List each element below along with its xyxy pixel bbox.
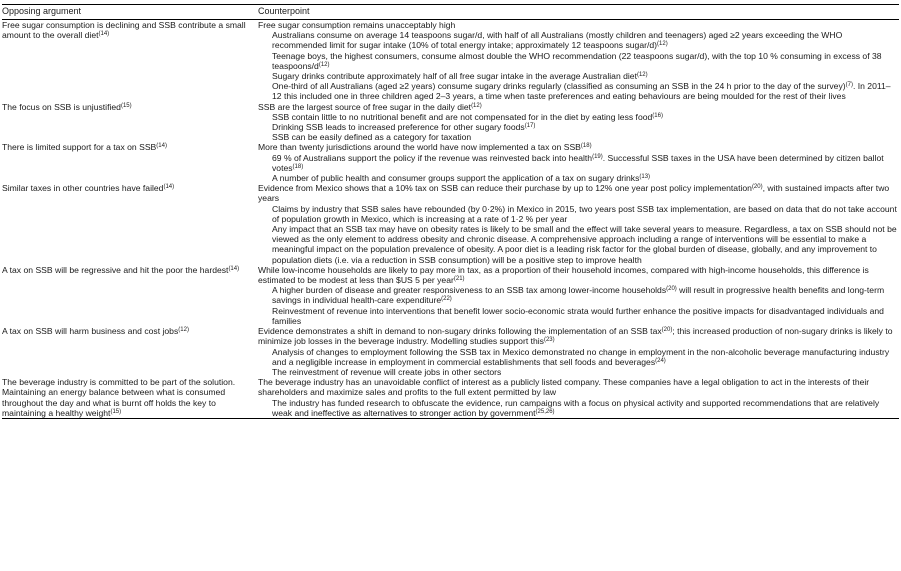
counterpoint-cell [252, 265, 899, 326]
counterpoint-text: While low-income households are likely to pay more in tax, as a proportion of their household incomes, compared with high-income households, this difference is estimated to be modest at less than $US 5 per year [258, 264, 869, 286]
counterpoint-item [258, 377, 899, 397]
counterpoint-item [258, 347, 899, 367]
counterpoint-text: Evidence from Mexico shows that a 10% tax on SSB can reduce their purchase by up to 12% one year post policy implementation [258, 183, 752, 194]
argument-text: The beverage industry is committed to be part of the solution. Maintaining an energy balance between what is consumed throughout the day and what is burnt off holds the key to maintaining a healthy weight [2, 377, 236, 418]
table-row [2, 20, 899, 102]
counterpoint-ref: (24) [655, 357, 666, 364]
argument-ref: (14) [156, 143, 167, 150]
counterpoint-text: Sugary drinks contribute approximately half of all free sugar intake in the average Australian diet [272, 71, 637, 82]
argument-ref: (14) [98, 31, 110, 38]
table-row [2, 377, 899, 418]
table-body [2, 20, 899, 418]
counterpoint-text: The industry has funded research to obfuscate the evidence, run campaigns with a focus on physical activity and supported recommendations that are relatively weak and ineffective as alternatives to stronger action by government [272, 397, 880, 418]
counterpoint-ref: (13) [639, 174, 651, 181]
argument-ref: (12) [178, 327, 189, 334]
counterpoint-ref: (17) [524, 123, 536, 130]
table-row [2, 102, 899, 143]
counterpoint-cell [252, 183, 899, 265]
counterpoint-text: Teenage boys, the highest consumers, consume almost double the WHO recommendation (22 teaspoons sugar/d), with the top 10 % consuming in excess of 38 teaspoons/d [272, 50, 882, 71]
counterpoint-ref: (20) [751, 184, 763, 191]
argument-ref: (15) [120, 102, 132, 109]
counterpoint-ref: (12) [657, 41, 668, 48]
table-header-row [2, 5, 899, 19]
table-row [2, 265, 899, 326]
counterpoint-cell [252, 102, 899, 143]
opposing-argument-cell [2, 326, 252, 377]
counterpoint-ref: (19) [592, 153, 603, 160]
counterpoint-text: Drinking SSB leads to increased preference for other sugary foods [272, 122, 525, 133]
counterpoint-text: Free sugar consumption remains unacceptably high [258, 20, 456, 30]
argument-ref: (15) [110, 408, 122, 415]
opposing-argument-cell [2, 265, 252, 326]
counterpoint-item [258, 183, 899, 203]
counterpoint-item [258, 265, 899, 285]
argument-text: There is limited support for a tax on SSB [2, 142, 157, 153]
header-counterpoint: Counterpoint [258, 6, 310, 16]
counterpoint-text: 69 % of Australians support the policy if the revenue was reinvested back into health [272, 152, 593, 163]
counterpoint-cell [252, 326, 899, 377]
counterpoint-item [258, 306, 899, 326]
counterpoint-text: SSB are the largest source of free sugar in the daily diet [258, 101, 472, 112]
argument-text: The focus on SSB is unjustified [2, 101, 121, 112]
counterpoint-tail: . Successful SSB taxes in the USA have been determined by citizen ballot votes [272, 152, 884, 173]
counterpoint-ref: (16) [652, 112, 663, 119]
table-bottom-rule [2, 418, 899, 419]
argument-ref: (14) [163, 184, 175, 191]
counterpoint-item [258, 173, 899, 183]
opposing-argument-cell [2, 142, 252, 183]
counterpoint-text: SSB contain little to no nutritional benefit and are not compensated for in the diet by eating less food [272, 111, 653, 122]
counterpoint-tail: . In 2011–12 this included one in three children aged 2–3 years, a time when taste preferences and eating behaviours are being moulded for the rest of their lives [272, 81, 891, 102]
counterpoint-text: The beverage industry has an unavoidable conflict of interest as a publicly listed company. These companies have a legal obligation to act in the interests of their shareholders and maximize sales and profits to the full extent permitted by law [258, 377, 870, 398]
argument-text: A tax on SSB will be regressive and hit the poor the hardest [2, 264, 229, 275]
counterpoint-item [258, 20, 899, 30]
counterpoint-item [258, 51, 899, 71]
counterpoint-text: Analysis of changes to employment following the SSB tax in Mexico demonstrated no change in employment in the non-alcoholic beverage manufacturing industry and a negligible increase in employment in commercial establishments that sell foods and beverages [272, 346, 890, 367]
counterpoint-ref: (12) [318, 61, 330, 68]
counterpoint-text: SSB can be easily defined as a category for taxation [272, 132, 472, 143]
counterpoint-text: A number of public health and consumer groups support the application of a tax on sugary drinks [272, 173, 640, 184]
counterpoint-text: One-third of all Australians (aged ≥2 years) consume sugary drinks regularly (classified as consuming an SSB in the 24 h prior to the day of the survey) [272, 81, 846, 92]
counterpoint-item [258, 398, 899, 418]
counterpoint-text: The reinvestment of revenue will create jobs in other sectors [272, 366, 502, 377]
counterpoint-tail-ref: (22) [441, 296, 452, 303]
counterpoint-text: More than twenty jurisdictions around the world have now implemented a tax on SSB [258, 142, 581, 153]
table-row [2, 326, 899, 377]
counterpoint-item [258, 71, 899, 81]
counterpoint-item [258, 112, 899, 122]
counterpoint-cell [252, 20, 899, 102]
counterpoint-ref: (12) [636, 72, 648, 79]
table-row [2, 142, 899, 183]
counterpoint-text: A higher burden of disease and greater responsiveness to an SSB tax among lower-income households [272, 285, 667, 296]
counterpoint-tail: will result in progressive health benefits and long-term savings in individual health-care expenditure [272, 285, 885, 306]
counterpoint-text: Evidence demonstrates a shift in demand to non-sugary drinks following the implementation of an SSB tax [258, 326, 662, 337]
header-opposing-argument: Opposing argument [2, 6, 82, 16]
counterpoint-text: Australians consume on average 14 teaspoons sugar/d, with half of all Australians (mostly children and teenagers) aged ≥2 years exceeding the WHO recommended limit for sugar intake (10% of total energy intake; approximately 12 teaspoons sugar/d) [272, 30, 843, 51]
argument-text: Free sugar consumption is declining and SSB contribute a small amount to the overall diet [2, 20, 246, 41]
counterpoint-item [258, 153, 899, 173]
counterpoint-ref: (7) [845, 82, 853, 89]
counterpoint-text: Claims by industry that SSB sales have rebounded (by 0·2%) in Mexico in 2015, two years post SSB tax implementation, are based on data that do not take account of population growth in Mexico, which is increasing at a rate of 1·2 % per year [272, 203, 897, 224]
counterpoint-ref: (20) [666, 286, 677, 293]
opposing-argument-cell [2, 183, 252, 265]
counterpoint-tail-ref: (18) [292, 163, 304, 170]
counterpoint-item [258, 285, 899, 305]
argument-text: Similar taxes in other countries have failed [2, 183, 164, 194]
counterpoint-cell [252, 142, 899, 183]
counterpoint-item [258, 132, 899, 142]
argument-ref: (14) [228, 265, 240, 272]
opposing-argument-cell [2, 102, 252, 143]
counterpoint-ref: (21) [453, 276, 465, 283]
counterpoint-item [258, 142, 899, 152]
argument-text: A tax on SSB will harm business and cost jobs [2, 326, 179, 337]
counterpoint-item [258, 204, 899, 224]
counterpoint-ref: (25,26) [535, 408, 555, 415]
counterpoint-text: Reinvestment of revenue into interventions that benefit lower socio-economic strata would further enhance the positive impacts for disadvantaged individuals and families [272, 305, 884, 326]
counterpoint-cell [252, 377, 899, 418]
counterpoint-ref: (20) [661, 327, 673, 334]
counterpoint-tail: , with sustained impacts after two years [258, 183, 890, 204]
counterpoint-ref: (12) [471, 102, 482, 109]
counterpoint-ref: (18) [580, 143, 592, 150]
counterpoint-item [258, 81, 899, 101]
table-row [2, 183, 899, 265]
counterpoint-text: Any impact that an SSB tax may have on obesity rates is likely to be small and the effect will take several years to measure. Regardless, a tax on SSB should not be viewed as the only element to address obesity and chronic disease. A comprehensive approach including a range of interventions will be essential to make a meaningful impact on the population prevalence of obesity. A poor diet is a leading risk factor for the global burden of disease, globally, and any improvement to population diets (i.e. via a reduction in SSB consumption) will be a positive step to improve health [272, 224, 897, 265]
counterpoint-tail: ; this increased production of non-sugary drinks is likely to minimize job losses in the beverage industry. Modelling studies support this [258, 326, 893, 347]
counterpoint-item [258, 224, 899, 265]
counterpoint-item [258, 30, 899, 50]
counterpoint-tail-ref: (23) [543, 337, 555, 344]
counterpoint-item [258, 102, 899, 112]
counterpoint-item [258, 326, 899, 346]
counterpoint-table [2, 4, 899, 419]
opposing-argument-cell [2, 20, 252, 102]
counterpoint-item [258, 367, 899, 377]
counterpoint-item [258, 122, 899, 132]
opposing-argument-cell [2, 377, 252, 418]
